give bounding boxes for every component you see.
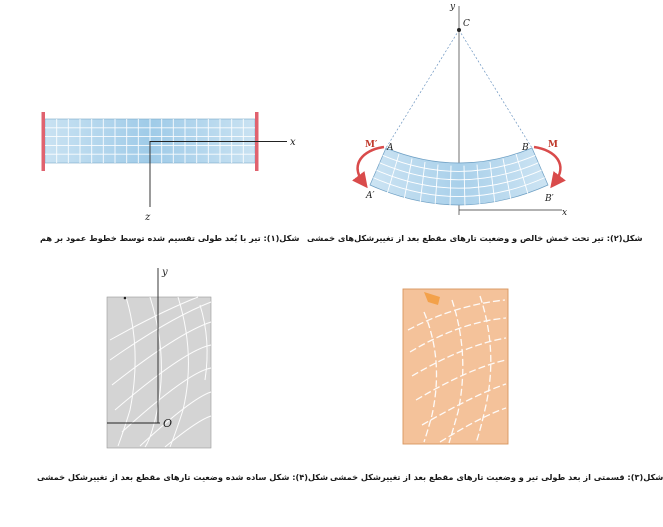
label-y: y (450, 2, 456, 12)
z-axis-label: z (145, 212, 151, 223)
caption-figure-4: شکل(۴): شکل ساده شده وضعیت تارهای مقطع بعد از تغییرشکل خمشی (37, 472, 329, 482)
figure-1-straight-beam (42, 112, 297, 223)
label-C: C (463, 19, 470, 29)
caption-figure-2: شکل(۲): تیر تحت خمش خالص و وضعیت تارهای مقطع بعد از تغییرشکل‌های خمشی (307, 233, 643, 243)
figure-2-bent-beam (358, 2, 567, 218)
label-A: A (387, 143, 394, 153)
small-marker (124, 297, 127, 300)
figure-3-section-photo (403, 289, 508, 444)
label-M-prime: M′ (365, 140, 378, 150)
label-B-prime: B′ (545, 194, 554, 204)
label-B: B (522, 143, 529, 153)
label-M: M (548, 140, 558, 150)
x-axis-label: x (290, 137, 296, 148)
caption-figure-3: شکل(۳): قسمتی از بعد طولی تیر و وضعیت تارهای مقطع بعد از تغییرشکل خمشی (330, 472, 663, 482)
y-label: y (162, 267, 168, 278)
radius-left (386, 30, 459, 148)
radius-right (459, 30, 532, 148)
label-A-prime: A′ (366, 191, 375, 201)
caption-figure-1: شکل(۱): تیر با بُعد طولی تقسیم شده توسط خطوط عمود بر هم (40, 233, 300, 243)
figure-4-simplified-section (107, 267, 211, 448)
o-label: O (163, 417, 173, 430)
center-point (457, 28, 461, 32)
left-support (42, 112, 46, 171)
gray-section (107, 297, 211, 448)
label-x: x (562, 208, 568, 218)
